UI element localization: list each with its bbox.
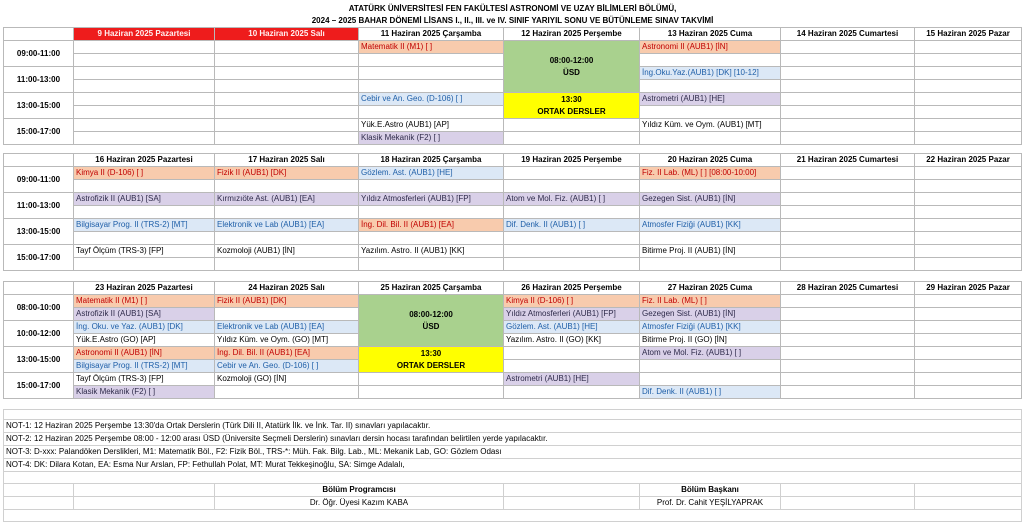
ortak-time: 13:30 [420, 348, 442, 358]
table-row [4, 245, 1022, 258]
week3-header [4, 282, 1022, 295]
week1-header [4, 28, 1022, 41]
exam-cell: Gözlem. Ast. (AUB1) [HE] [359, 167, 504, 180]
usd-block [504, 41, 640, 93]
note-4: NOT-4: DK: Dilara Kotan, EA: Esma Nur Arslan, FP: Fethullah Polat, MT: Murat Tekkeşinoğlu, SA: Simge Adalalı, [4, 459, 1022, 472]
table-row [4, 295, 1022, 308]
exam-cell: Bilgisayar Prog. II (TRS-2) [MT] [74, 360, 215, 373]
time-slot: 15:00-17:00 [4, 245, 74, 271]
day-header: 27 Haziran 2025 Cuma [640, 282, 781, 295]
exam-schedule-sheet [3, 3, 1021, 522]
time-slot: 13:00-15:00 [4, 93, 74, 119]
exam-cell: Matematik II (M1) [ ] [74, 295, 215, 308]
exam-cell: İng.Oku.Yaz.(AUB1) [DK] [10-12] [640, 67, 781, 80]
usd-time: 08:00-12:00 [549, 55, 594, 65]
exam-cell: Fizik II (AUB1) [DK] [215, 167, 359, 180]
day-header: 9 Haziran 2025 Pazartesi [74, 28, 215, 41]
exam-cell: Yazılım. Astro. II (AUB1) [KK] [359, 245, 504, 258]
table-row [4, 41, 1022, 54]
day-header: 11 Haziran 2025 Çarşamba [359, 28, 504, 41]
exam-cell: Fiz. II Lab. (ML) [ ] [08:00-10:00] [640, 167, 781, 180]
time-slot: 10:00-12:00 [4, 321, 74, 347]
week2-header [4, 154, 1022, 167]
exam-cell: Astronomi II (AUB1) [İN] [74, 347, 215, 360]
programmer-name: Dr. Öğr. Üyesi Kazım KABA [215, 497, 504, 510]
exam-cell: Bitirme Proj. II (GO) [İN] [640, 334, 781, 347]
exam-cell: Cebir ve An. Geo. (D-106) [ ] [215, 360, 359, 373]
exam-cell: İng. Dil. Bil. II (AUB1) [EA] [359, 219, 504, 232]
note-1: NOT-1: 12 Haziran 2025 Perşembe 13:30'da Ortak Derslerin (Türk Dili II, Atatürk İlk. ve İnk. Tar. II) sınavları yapılacaktır. [4, 420, 1022, 433]
day-header: 17 Haziran 2025 Salı [215, 154, 359, 167]
time-slot: 11:00-13:00 [4, 67, 74, 93]
exam-cell: Atmosfer Fiziği (AUB1) [KK] [640, 321, 781, 334]
title-line-1: ATATÜRK ÜNİVERSİTESİ FEN FAKÜLTESİ ASTRONOMİ VE UZAY BİLİMLERİ BÖLÜMÜ, [348, 4, 677, 13]
day-header: 29 Haziran 2025 Pazar [915, 282, 1022, 295]
exam-cell: Atmosfer Fiziği (AUB1) [KK] [640, 219, 781, 232]
exam-cell: Astrofizik II (AUB1) [SA] [74, 308, 215, 321]
exam-cell: Atom ve Mol. Fiz. (AUB1) [ ] [640, 347, 781, 360]
head-title: Bölüm Başkanı [640, 484, 781, 497]
note-3: NOT-3: D-xxx: Palandöken Derslikleri, M1: Matematik Böl., F2: Fizik Böl., TRS-*: Müh. Fak. Bilg. Lab., ML: Mekanik Lab, GO: Gözlem Odası [4, 446, 1022, 459]
exam-cell: İng. Oku. ve Yaz. (AUB1) [DK] [74, 321, 215, 334]
usd-label: ÜSD [563, 67, 580, 77]
exam-cell: Klasik Mekanik (F2) [ ] [359, 132, 504, 145]
exam-cell: Astrometri (AUB1) [HE] [640, 93, 781, 106]
day-header: 19 Haziran 2025 Perşembe [504, 154, 640, 167]
exam-cell: Kimya II (D-106) [ ] [74, 167, 215, 180]
day-header: 13 Haziran 2025 Cuma [640, 28, 781, 41]
exam-cell: Yıldız Küm. ve Oym. (AUB1) [MT] [640, 119, 781, 132]
exam-cell: Bitirme Proj. II (AUB1) [İN] [640, 245, 781, 258]
exam-cell: Bilgisayar Prog. II (TRS-2) [MT] [74, 219, 215, 232]
ortak-time: 13:30 [561, 94, 582, 104]
table-row [4, 119, 1022, 132]
usd-time: 08:00-12:00 [409, 309, 453, 319]
day-header: 23 Haziran 2025 Pazartesi [74, 282, 215, 295]
ortak-label: ORTAK DERSLER [396, 360, 466, 370]
day-header: 22 Haziran 2025 Pazar [915, 154, 1022, 167]
day-header: 25 Haziran 2025 Çarşamba [359, 282, 504, 295]
exam-cell: Astrofizik II (AUB1) [SA] [74, 193, 215, 206]
exam-cell: Kimya II (D-106) [ ] [504, 295, 640, 308]
exam-cell: İng. Dil. Bil. II (AUB1) [EA] [215, 347, 359, 360]
exam-cell: Elektronik ve Lab (AUB1) [EA] [215, 321, 359, 334]
exam-cell: Yük.E.Astro (AUB1) [AP] [359, 119, 504, 132]
time-slot: 11:00-13:00 [4, 193, 74, 219]
exam-cell: Matematik II (M1) [ ] [359, 41, 504, 54]
corner-cell [4, 28, 74, 41]
time-slot: 09:00-11:00 [4, 41, 74, 67]
exam-cell: Kozmoloji (GO) [İN] [215, 373, 359, 386]
exam-cell: Atom ve Mol. Fiz. (AUB1) [ ] [504, 193, 640, 206]
table-row [4, 167, 1022, 180]
exam-cell: Yük.E.Astro (GO) [AP] [74, 334, 215, 347]
usd-block [359, 295, 504, 347]
table-row [4, 219, 1022, 232]
exam-cell: Yıldız Küm. ve Oym. (GO) [MT] [215, 334, 359, 347]
table-row [4, 373, 1022, 386]
exam-cell: Tayf Ölçüm (TRS-3) [FP] [74, 245, 215, 258]
exam-cell: Gezegen Sist. (AUB1) [İN] [640, 308, 781, 321]
day-header: 18 Haziran 2025 Çarşamba [359, 154, 504, 167]
exam-cell: Yazılım. Astro. II (GO) [KK] [504, 334, 640, 347]
exam-cell: Yıldız Atmosferleri (AUB1) [FP] [359, 193, 504, 206]
table-row [4, 347, 1022, 360]
day-header: 28 Haziran 2025 Cumartesi [781, 282, 915, 295]
day-header: 12 Haziran 2025 Perşembe [504, 28, 640, 41]
time-slot: 13:00-15:00 [4, 347, 74, 373]
time-slot: 15:00-17:00 [4, 119, 74, 145]
exam-cell: Dif. Denk. II (AUB1) [ ] [640, 386, 781, 399]
note-2: NOT-2: 12 Haziran 2025 Perşembe 08:00 - 12:00 arası ÜSD (Üniversite Seçmeli Derslerin) sınavları dersin hocası tarafından belirtilen yerde yapılacaktır. [4, 433, 1022, 446]
exam-cell: Klasik Mekanik (F2) [ ] [74, 386, 215, 399]
title-line-2: 2024 – 2025 BAHAR DÖNEMİ LİSANS I., II., III. ve IV. SINIF YARIYIL SONU VE BÜTÜNLEME SINAV TAKVİMİ [311, 16, 714, 25]
table-row [4, 321, 1022, 334]
table-row [4, 93, 1022, 106]
time-slot: 09:00-11:00 [4, 167, 74, 193]
day-header: 21 Haziran 2025 Cumartesi [781, 154, 915, 167]
exam-cell: Dif. Denk. II (AUB1) [ ] [504, 219, 640, 232]
day-header: 14 Haziran 2025 Cumartesi [781, 28, 915, 41]
ortak-label: ORTAK DERSLER [537, 106, 606, 116]
exam-cell: Tayf Ölçüm (TRS-3) [FP] [74, 373, 215, 386]
time-slot: 13:00-15:00 [4, 219, 74, 245]
day-header: 16 Haziran 2025 Pazartesi [74, 154, 215, 167]
exam-cell: Kırmızıöte Ast. (AUB1) [EA] [215, 193, 359, 206]
table-row [4, 193, 1022, 206]
usd-label: ÜSD [422, 321, 440, 331]
exam-cell: Fiz. II Lab. (ML) [ ] [640, 295, 781, 308]
exam-cell: Cebir ve An. Geo. (D-106) [ ] [359, 93, 504, 106]
exam-cell: Gezegen Sist. (AUB1) [İN] [640, 193, 781, 206]
day-header: 10 Haziran 2025 Salı [215, 28, 359, 41]
day-header: 20 Haziran 2025 Cuma [640, 154, 781, 167]
day-header: 26 Haziran 2025 Perşembe [504, 282, 640, 295]
day-header: 15 Haziran 2025 Pazar [915, 28, 1022, 41]
head-name: Prof. Dr. Cahit YEŞİLYAPRAK [640, 497, 781, 510]
exam-cell: Yıldız Atmosferleri (AUB1) [FP] [504, 308, 640, 321]
ortak-block [504, 93, 640, 119]
time-slot: 08:00-10:00 [4, 295, 74, 321]
exam-cell: Kozmoloji (AUB1) [İN] [215, 245, 359, 258]
ortak-block [359, 347, 504, 373]
time-slot: 15:00-17:00 [4, 373, 74, 399]
exam-cell: Fizik II (AUB1) [DK] [215, 295, 359, 308]
programmer-title: Bölüm Programcısı [215, 484, 504, 497]
schedule-table [3, 3, 1022, 522]
exam-cell: Astrometri (AUB1) [HE] [504, 373, 640, 386]
exam-cell: Astronomi II (AUB1) [İN] [640, 41, 781, 54]
exam-cell: Gözlem. Ast. (AUB1) [HE] [504, 321, 640, 334]
exam-cell: Elektronik ve Lab (AUB1) [EA] [215, 219, 359, 232]
day-header: 24 Haziran 2025 Salı [215, 282, 359, 295]
